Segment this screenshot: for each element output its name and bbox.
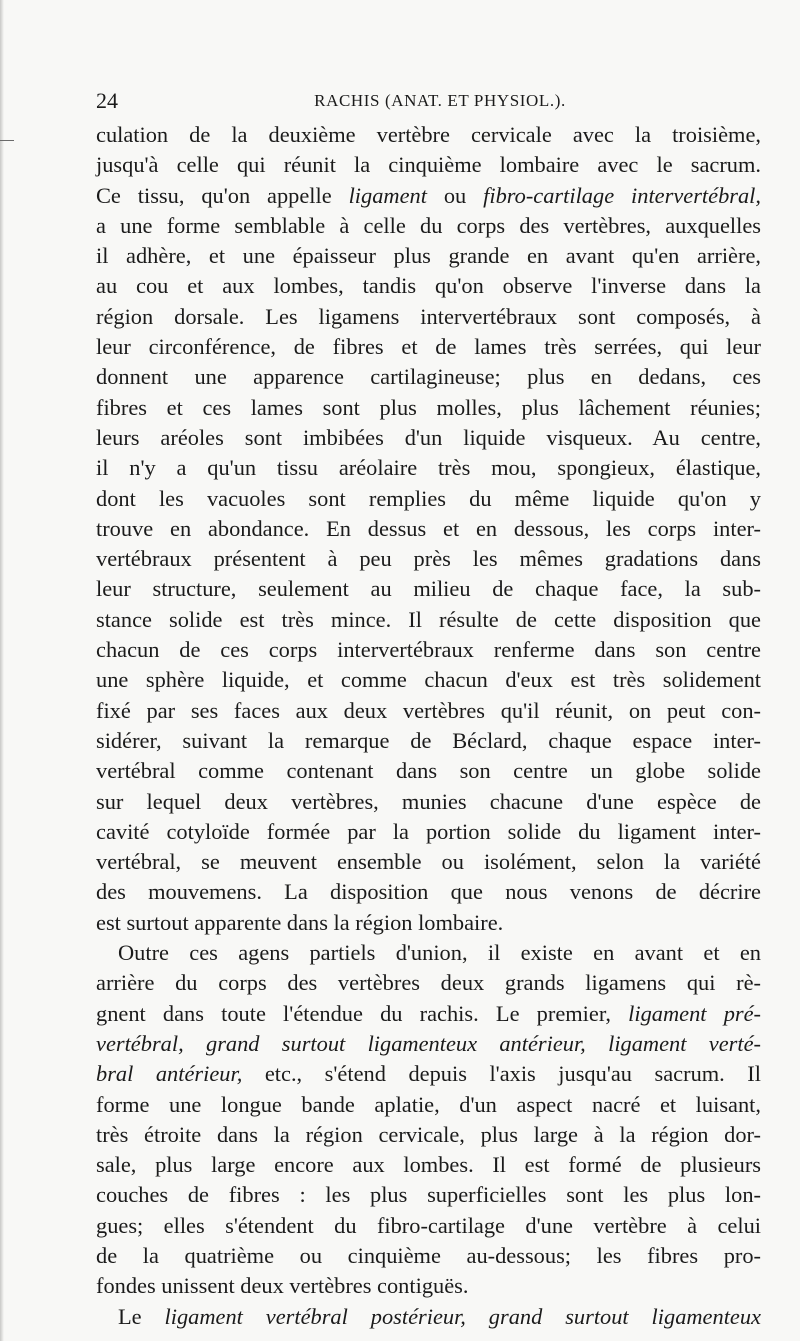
text-line (96, 787, 761, 817)
page-number: 24 (96, 88, 118, 113)
text-line (96, 211, 761, 241)
text-line (96, 1090, 761, 1120)
text-line (96, 332, 761, 362)
text-segment: sale, plus large encore aux lombes. Il est formé de plusieurs (96, 1152, 761, 1178)
text-segment: Outre ces agens partiels d'union, il existe en avant et en (118, 940, 761, 966)
text-line (96, 150, 761, 180)
text-line (96, 241, 761, 271)
text-line (96, 1029, 761, 1059)
text-line (96, 665, 761, 695)
text-segment: cavité cotyloïde formée par la portion solide du ligament inter- (96, 818, 761, 844)
text-line (96, 271, 761, 301)
text-line (96, 181, 761, 211)
text-line (96, 484, 761, 514)
text-line (96, 1120, 761, 1150)
text-segment: Le (118, 1303, 165, 1329)
text-line (96, 393, 761, 423)
text-line (96, 514, 761, 544)
text-line (96, 696, 761, 726)
text-line (96, 423, 761, 453)
text-segment: trouve en abondance. En dessus et en dessous, les corps inter- (96, 515, 761, 541)
text-segment: leur structure, seulement au milieu de chaque face, la sub- (96, 576, 761, 602)
italic-text-segment: vertébral, grand surtout ligamenteux antérieur, ligament verté- (96, 1030, 761, 1056)
text-line (96, 120, 761, 150)
text-line (96, 817, 761, 847)
margin-mark (0, 140, 14, 141)
text-segment: est surtout apparente dans la région lombaire. (96, 909, 504, 935)
italic-text-segment: ligament (348, 182, 427, 208)
text-segment: des mouvemens. La disposition que nous venons de décrire (96, 879, 761, 905)
text-segment: il adhère, et une épaisseur plus grande en avant qu'en arrière, (96, 243, 761, 269)
text-segment: vertébral, se meuvent ensemble ou isolément, selon la variété (96, 849, 761, 875)
text-segment: donnent une apparence cartilagineuse; plus en dedans, ces (96, 364, 761, 390)
text-line (96, 605, 761, 635)
text-line (96, 877, 761, 907)
text-line (96, 574, 761, 604)
text-segment: vertébral comme contenant dans son centre un globe solide (96, 758, 761, 784)
text-segment: sidérer, suivant la remarque de Béclard, chaque espace inter- (96, 727, 761, 753)
text-line (96, 938, 761, 968)
text-segment: fondes unissent deux vertèbres contiguës. (96, 1273, 469, 1299)
text-segment: leurs aréoles sont imbibées d'un liquide visqueux. Au centre, (96, 424, 761, 450)
text-segment: couches de fibres : les plus superficielles sont les plus lon- (96, 1182, 761, 1208)
text-segment: a une forme semblable à celle du corps des vertèbres, auxquelles (96, 212, 761, 238)
text-segment: forme une longue bande aplatie, d'un aspect nacré et luisant, (96, 1091, 761, 1117)
text-segment: de la quatrième ou cinquième au-dessous; les fibres pro- (96, 1242, 761, 1268)
text-segment: culation de la deuxième vertèbre cervicale avec la troisième, (96, 122, 761, 147)
italic-text-segment: ligament vertébral postérieur, grand surtout ligamenteux (164, 1303, 761, 1329)
text-segment: fixé par ses faces aux deux vertèbres qu'il réunit, on peut con- (96, 697, 761, 723)
text-segment: dont les vacuoles sont remplies du même liquide qu'on y (96, 485, 761, 511)
text-line (96, 1180, 761, 1210)
text-line (96, 1059, 761, 1089)
text-line (96, 756, 761, 786)
text-segment: au cou et aux lombes, tandis qu'on observe l'inverse dans la (96, 273, 761, 299)
running-title: RACHIS (ANAT. ET PHYSIOL.). (314, 91, 566, 110)
text-line (96, 1150, 761, 1180)
text-segment: ou (426, 182, 484, 208)
text-line (96, 1211, 761, 1241)
page-edge-shadow (0, 0, 4, 1341)
running-head (96, 86, 764, 116)
text-segment: fibres et ces lames sont plus molles, plus lâchement réunies; (96, 394, 761, 420)
italic-text-segment: fibro-cartilage intervertébral, (483, 182, 761, 208)
text-line (96, 544, 761, 574)
text-segment: gues; elles s'étendent du fibro-cartilage d'une vertèbre à celui (96, 1212, 761, 1238)
text-line (96, 635, 761, 665)
text-segment: stance solide est très mince. Il résulte de cette disposition que (96, 606, 761, 632)
text-line (96, 726, 761, 756)
text-segment: vertébraux présentent à peu près les mêmes gradations dans (96, 546, 761, 572)
text-segment: sur lequel deux vertèbres, munies chacune d'une espèce de (96, 788, 761, 814)
text-segment: arrière du corps des vertèbres deux grands ligamens qui rè- (96, 970, 761, 996)
text-line (96, 999, 761, 1029)
text-line (96, 1302, 761, 1332)
text-segment: très étroite dans la région cervicale, plus large à la région dor- (96, 1121, 761, 1147)
text-line (96, 847, 761, 877)
text-segment: leur circonférence, de fibres et de lames très serrées, qui leur (96, 334, 761, 360)
text-line (96, 968, 761, 998)
text-segment: jusqu'à celle qui réunit la cinquième lombaire avec le sacrum. (96, 152, 761, 178)
text-segment: chacun de ces corps intervertébraux renferme dans son centre (96, 637, 761, 663)
text-line (96, 453, 761, 483)
body-text (96, 120, 761, 1332)
text-line (96, 302, 761, 332)
text-line (96, 1241, 761, 1271)
text-line (96, 362, 761, 392)
text-segment: etc., s'étend depuis l'axis jusqu'au sacrum. Il (242, 1061, 761, 1087)
text-segment: région dorsale. Les ligamens intervertébraux sont composés, à (96, 303, 761, 329)
italic-text-segment: bral antérieur, (96, 1061, 243, 1087)
text-line (96, 908, 761, 938)
text-segment: une sphère liquide, et comme chacun d'eux est très solidement (96, 667, 761, 693)
text-segment: gnent dans toute l'étendue du rachis. Le premier, (96, 1000, 629, 1026)
text-line (96, 1271, 761, 1301)
text-segment: il n'y a qu'un tissu aréolaire très mou, spongieux, élastique, (96, 455, 761, 481)
text-segment: Ce tissu, qu'on appelle (96, 182, 349, 208)
italic-text-segment: ligament pré- (628, 1000, 761, 1026)
